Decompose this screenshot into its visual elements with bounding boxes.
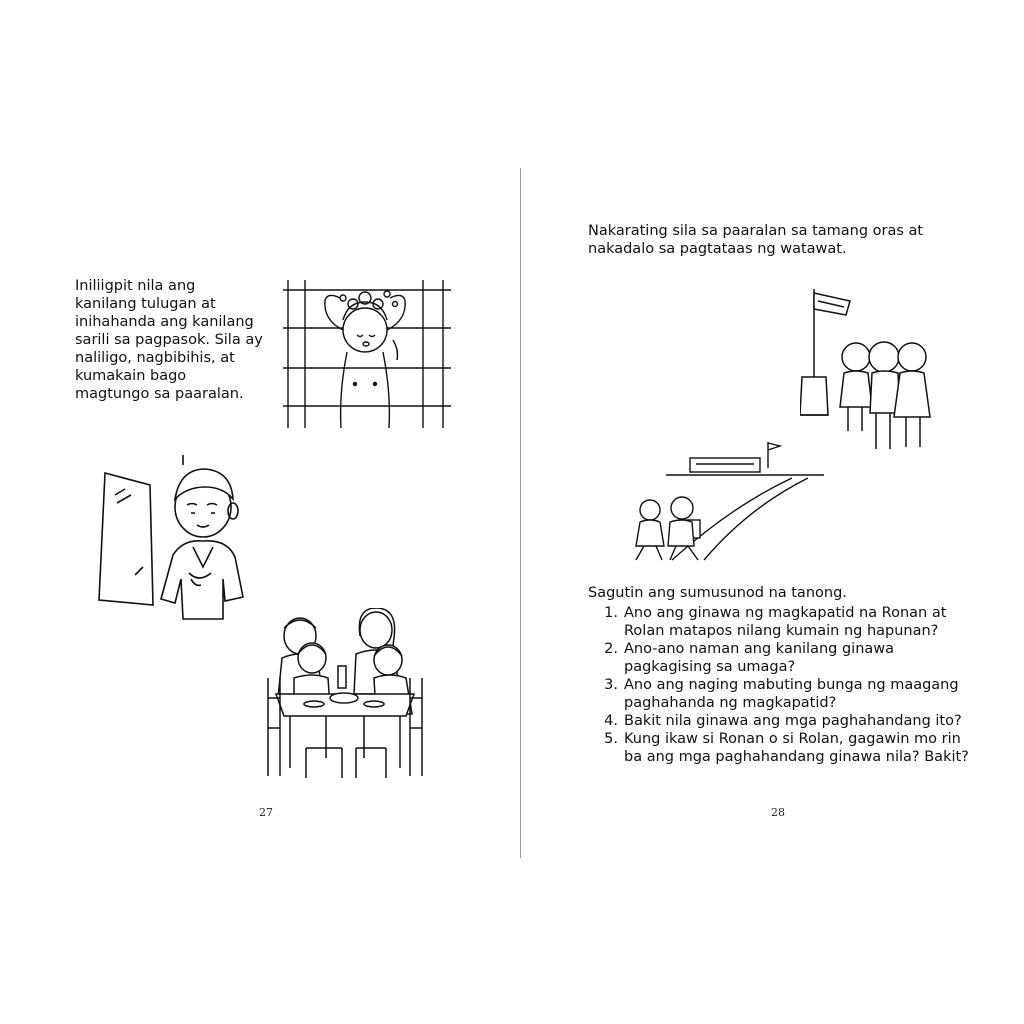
- question-item: [588, 712, 978, 730]
- question-text: Ano ang ginawa ng magkapatid na Ronan at Rolan matapos nilang kumain ng hapunan?: [624, 605, 947, 639]
- question-item: [588, 604, 978, 640]
- right-paragraph: Nakarating sila sa paaralan sa tamang oras at nakadalo sa pagtataas ng watawat.: [588, 223, 924, 257]
- question-number: 3.: [604, 677, 618, 693]
- page-number-right: 28: [771, 806, 785, 819]
- question-item: [588, 640, 978, 676]
- question-text: Ano ang naging mabuting bunga ng maagang paghahanda ng magkapatid?: [624, 677, 959, 711]
- question-number: 2.: [604, 641, 618, 657]
- questions-section: [588, 584, 978, 766]
- questions-heading: Sagutin ang sumusunod na tanong.: [588, 585, 847, 601]
- question-text: Ano-ano naman ang kanilang ginawa pagkagising sa umaga?: [624, 641, 895, 675]
- question-item: [588, 676, 978, 712]
- question-number: 5.: [604, 731, 618, 747]
- question-item: [588, 730, 978, 766]
- children-flag-ceremony-illustration: [800, 285, 932, 455]
- question-number: 4.: [604, 713, 618, 729]
- question-text: Kung ikaw si Ronan o si Rolan, gagawin mo rin ba ang mga paghahandang ginawa nila? Bakit?: [624, 731, 969, 765]
- question-text: Bakit nila ginawa ang mga paghahandang ito?: [624, 713, 962, 729]
- question-number: 1.: [604, 605, 618, 621]
- boy-showering-illustration: [283, 280, 451, 430]
- book-spine: [520, 168, 521, 858]
- family-eating-illustration: [266, 608, 424, 780]
- children-walking-to-school-illustration: [616, 440, 826, 565]
- boy-dressing-mirror-illustration: [95, 455, 250, 620]
- left-paragraph: Iniliigpit nila ang kanilang tulugan at inihahanda ang kanilang sarili sa pagpasok. Sila ay naliligo, nagbibihis, at kumakain bago magtungo sa paaralan.: [75, 278, 263, 402]
- page-number-left: 27: [259, 806, 273, 819]
